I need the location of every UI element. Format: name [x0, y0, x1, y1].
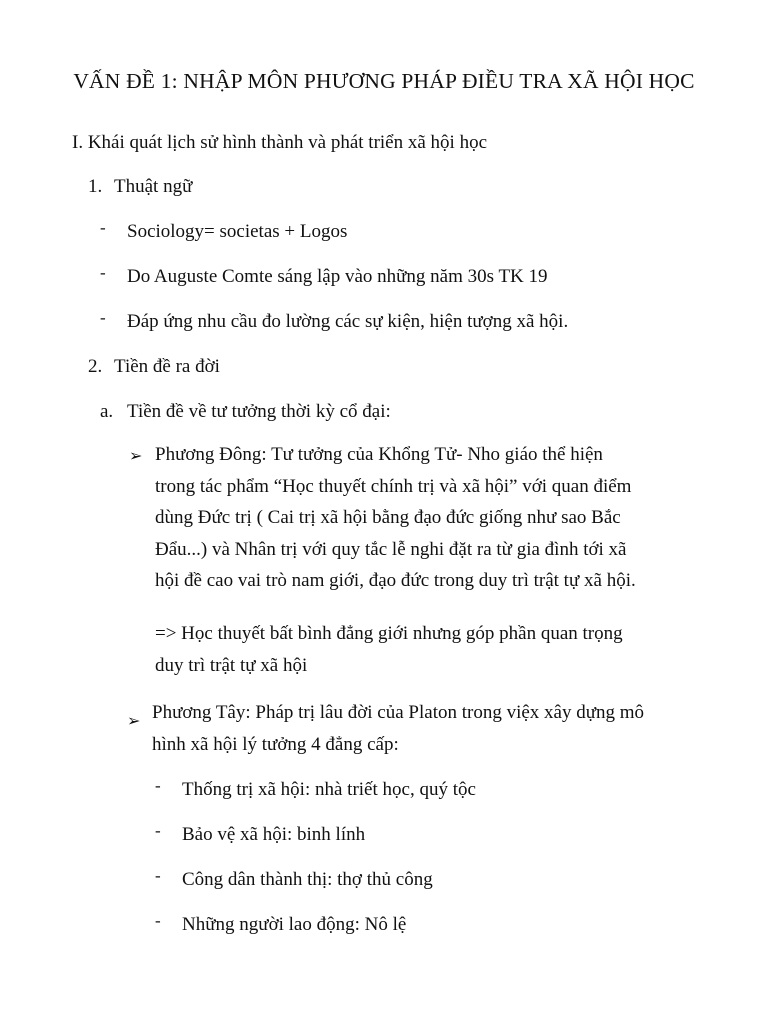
east-line-2: trong tác phẩm “Học thuyết chính trị và xã hội” với quan điểm [155, 475, 632, 497]
bullet-dash: - [100, 263, 106, 282]
bullet-dash: - [155, 866, 161, 885]
east-line-5: hội đề cao vai trò nam giới, đạo đức trong duy trì trật tự xã hội. [155, 570, 636, 591]
east-conclusion-line-1: => Học thuyết bất bình đẳng giới nhưng góp phần quan trọng [155, 623, 623, 644]
section-1-number: 1. [88, 176, 103, 197]
bullet-dash: - [155, 776, 161, 795]
west-class-4: Những người lao động: Nô lệ [182, 914, 407, 935]
west-line-2: hình xã hội lý tưởng 4 đẳng cấp: [152, 733, 399, 755]
bullet-dash: - [100, 308, 106, 327]
subsection-a-letter: a. [100, 401, 114, 422]
east-conclusion [155, 618, 623, 681]
west-paragraph [152, 697, 644, 760]
west-class-2: Bảo vệ xã hội: binh lính [182, 824, 366, 845]
bullet-dash: - [155, 911, 161, 930]
page-title: VẤN ĐỀ 1: NHẬP MÔN PHƯƠNG PHÁP ĐIỀU TRA XÃ HỘI HỌC [73, 69, 695, 93]
section-1-bullet-1: Sociology= societas + Logos [127, 221, 348, 242]
east-paragraph [155, 439, 636, 597]
section-1-label: Thuật ngữ [114, 176, 193, 197]
section-1-bullet-3: Đáp ứng nhu cầu đo lường các sự kiện, hiện tượng xã hội. [127, 311, 569, 332]
west-line-1: Phương Tây: Pháp trị lâu đời của Platon trong việx xây dựng mô [152, 702, 645, 723]
section-2-number: 2. [88, 356, 103, 377]
bullet-dash: - [155, 821, 161, 840]
arrow-bullet-icon: ➢ [129, 448, 143, 465]
east-line-4: Đẩu...) và Nhân trị với quy tắc lễ nghi đặt ra từ gia đình tới xã [155, 538, 627, 560]
section-1-bullet-2: Do Auguste Comte sáng lập vào những năm 30s TK 19 [127, 266, 548, 287]
east-conclusion-line-2: duy trì trật tự xã hội [155, 654, 308, 676]
west-class-1: Thống trị xã hội: nhà triết học, quý tộc [182, 779, 476, 800]
east-line-1: Phương Đông: Tư tưởng của Khổng Tử- Nho giáo thể hiện [155, 444, 603, 465]
west-class-3: Công dân thành thị: thợ thủ công [182, 869, 433, 890]
east-line-3: dùng Đức trị ( Cai trị xã hội bằng đạo đức giống như sao Bắc [155, 507, 621, 528]
arrow-bullet-icon: ➢ [127, 713, 141, 730]
subsection-a-label: Tiền đề về tư tưởng thời kỳ cổ đại: [127, 401, 391, 422]
bullet-dash: - [100, 218, 106, 237]
heading-I: I. Khái quát lịch sử hình thành và phát triển xã hội học [72, 132, 488, 153]
section-2-label: Tiền đề ra đời [114, 356, 220, 377]
